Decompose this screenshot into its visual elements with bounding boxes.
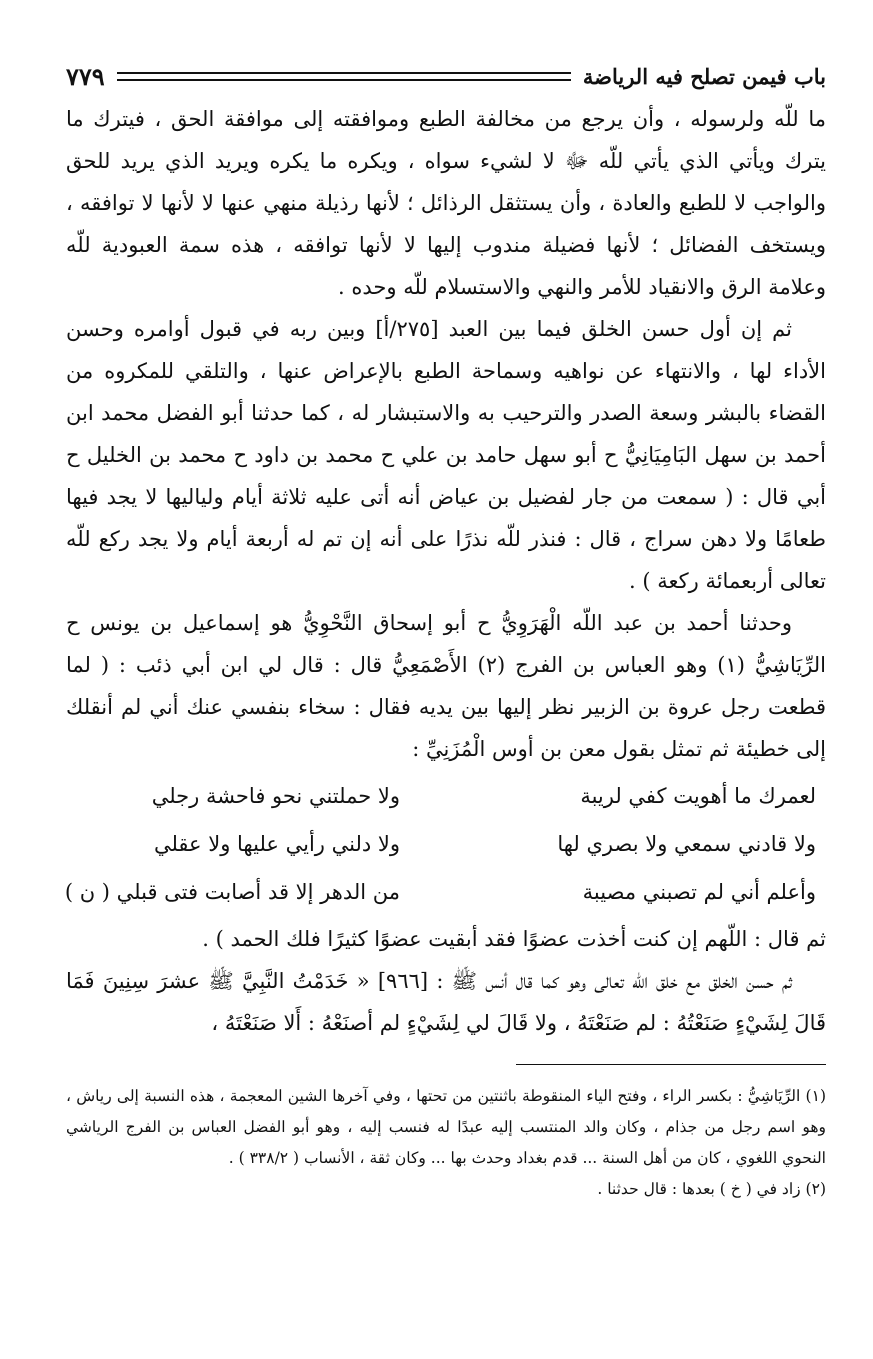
- chapter-title: باب فيمن تصلح فيه الرياضة: [582, 63, 826, 89]
- footnote-separator: [516, 1064, 826, 1065]
- paragraph: ثم إن أول حسن الخلق فيما بين العبد [٢٧٥/أ] وبين ربه في قبول أوامره وحسن الأداء لها ، والانتهاء عن نواهيه وسماحة الطبع بالإعراض عنها ، والتلقي للمكروه من القضاء بالبشر وسعة الصدر والترحيب به والاستبشار له ، كما حدثنا أبو الفضل محمد ابن أحمد بن سهل البَامِيَانِيُّ ح أبو سهل حامد بن علي ح محمد بن داود ح محمد بن الخليل ح أبي قال : ( سمعت من جار لفضيل بن عياض أنه أتى عليه ثلاثة أيام ولياليها لا يجد فيها طعامًا ولا دهن سراج ، قال : فنذر للّه نذرًا على أنه إن تم له أربعة أيام ولا يجد ركع للّه تعالى أربعمائة ركعة ) .: [66, 317, 826, 593]
- main-text: [66, 98, 826, 770]
- verse-second-hemistich: ولا حملتني نحو فاحشة رجلي: [151, 784, 400, 808]
- verse-second-hemistich: ولا دلني رأيي عليها ولا عقلي: [153, 832, 400, 856]
- paragraph: ثم قال : اللّهم إن كنت أخذت عضوًا فقد أبقيت عضوًا كثيرًا فلك الحمد ) .: [202, 927, 826, 951]
- verse-second-hemistich: من الدهر إلا قد أصابت فتى قبلي ( ن ): [64, 880, 400, 904]
- poem-verse: [66, 820, 826, 868]
- verse-first-hemistich: ولا قادني سمعي ولا بصري لها: [557, 832, 816, 856]
- book-page: [66, 56, 826, 1205]
- verse-first-hemistich: لعمرك ما أهويت كفي لريبة: [580, 784, 816, 808]
- verse-first-hemistich: وأعلم أني لم تصبني مصيبة: [582, 880, 816, 904]
- footnote: (١) الرِّيَاشِيُّ : بكسر الراء ، وفتح الياء المنقوطة باثنتين من تحتها ، وفي آخرها الشين المعجمة ، هذه النسبة إلى رياش ، وهو اسم رجل من جذام ، وكان والد المنتسب إليه عبدًا له فنسب إليه ، وهو أبو الفضل العباس بن الفرج الرياشي النحوي اللغوي ، كان من أهل السنة ... قدم بغداد وحدث بها ... وكان ثقة ، الأنساب ( ٣٣٨/٢ ) .: [66, 1087, 826, 1167]
- header-double-rule: [117, 72, 571, 81]
- poem-verse: [66, 772, 826, 820]
- main-text-continued: [66, 918, 826, 1044]
- poem: [66, 772, 826, 916]
- running-header: [66, 56, 826, 96]
- page-number: ٧٧٩: [66, 61, 105, 91]
- paragraph: ما للّه ولرسوله ، وأن يرجع من مخالفة الطبع وموافقته إلى موافقة الحق ، فيترك ما يترك ويأتي الذي يأتي للّه ﷻ لا لشيء سواه ، ويكره ما يكره ويريد الذي يريد للحق والواجب لا للطبع والعادة ، وأن يستثقل الرذائل ؛ لأنها رذيلة منهي عنها لا لأنها لا توافقه ، ويستخف الفضائل ؛ لأنها فضيلة مندوب إليها لا لأنها توافقه ، هذه سمة العبودية للّه وعلامة الرق والانقياد للأمر والنهي والاستسلام للّه وحده .: [66, 107, 826, 299]
- footnotes: [66, 1081, 826, 1205]
- paragraph: ثم حسن الخلق مع خلق اللّه تعالى وهو كما قال أنس ﷺ : [٩٦٦] « خَدَمْتُ النَّبِيَّ ﷺ عشرَ سِنِينَ فَمَا قَالَ لِشَيْءٍ صَنَعْتُهُ : لم صَنَعْتَهُ ، ولا قَالَ لي لِشَيْءٍ لم أصنَعْهُ : أَلا صَنَعْتَهُ ،: [66, 969, 826, 1035]
- paragraph: وحدثنا أحمد بن عبد اللّه الْهَرَوِيُّ ح أبو إسحاق النَّحْوِيُّ هو إسماعيل بن يونس ح الرِّيَاشِيُّ (١) وهو العباس بن الفرج (٢) الأَصْمَعِيُّ قال : قال لي ابن أبي ذئب : ( لما قطعت رجل عروة بن الزبير نظر إليها بين يديه فقال : سخاء بنفسي عنك أني لم أنقلك إلى خطيئة ثم تمثل بقول معن بن أوس الْمُزَنِيِّ :: [66, 611, 827, 761]
- footnote: (٢) زاد في ( خ ) بعدها : قال حدثنا .: [597, 1180, 826, 1198]
- poem-verse: [66, 868, 826, 916]
